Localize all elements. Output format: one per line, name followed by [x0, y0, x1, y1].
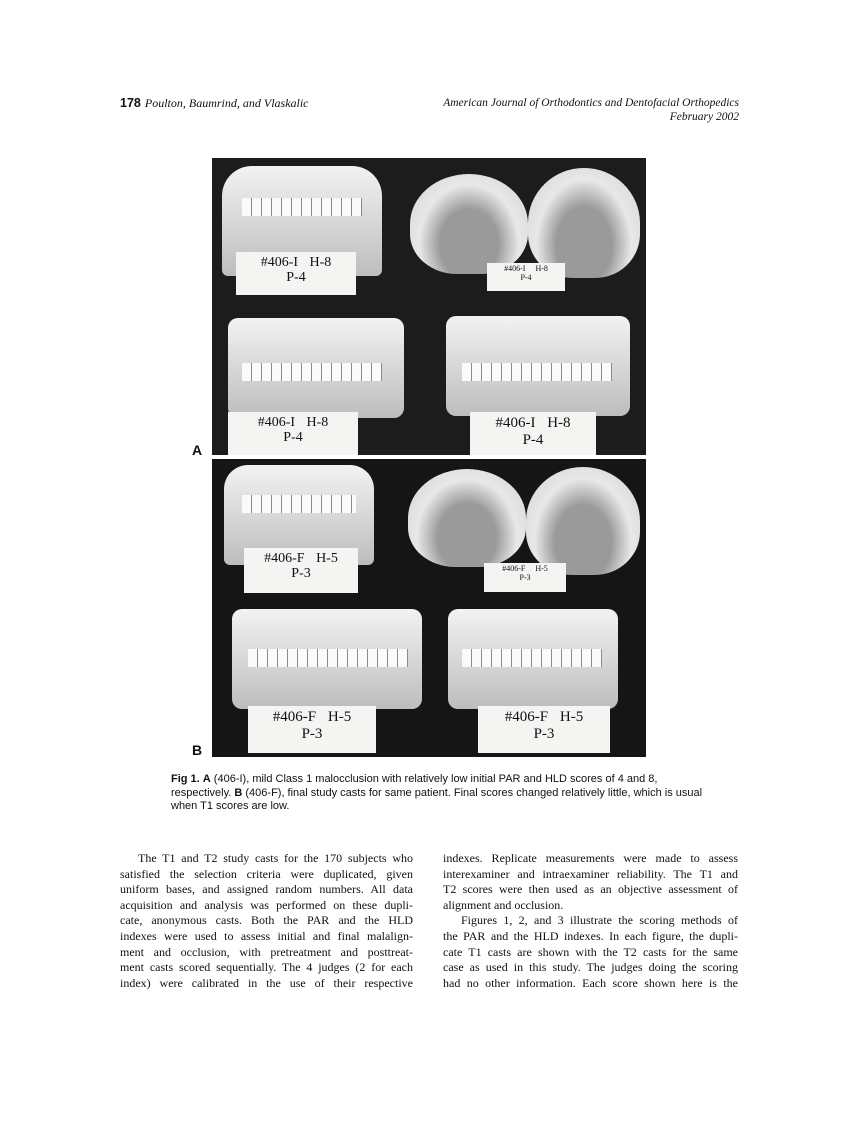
teeth: [248, 649, 408, 667]
cast-label-card: #406-F H-5 P-3: [244, 548, 358, 593]
cast-label-card: #406-I H-8 P-4: [228, 412, 358, 455]
text-line: index) were calibrated in the use of their respective: [120, 975, 413, 990]
text-line: indexes. Replicate measurements were made to assess: [443, 851, 738, 865]
text-line: had no other information. Each score shown here is the: [443, 975, 738, 990]
text-line: The T1 and T2 study casts for the 170 subjects who: [138, 851, 413, 865]
running-header-left: [120, 96, 309, 111]
panel-label-b: B: [192, 742, 203, 758]
running-header-right: [443, 96, 739, 124]
cast-label-card: #406-I H-8 P-4: [470, 412, 596, 455]
text-line: alignment and occlusion.: [443, 897, 564, 912]
upper-arch-cast: [410, 174, 528, 274]
text-line: cate, anonymous casts. Both the PAR and the HLD: [120, 913, 413, 928]
cast-label-card: #406-I H-8 P-4: [236, 252, 356, 295]
figure-panel-a-photo: [212, 158, 646, 455]
issue-date: February 2002: [669, 111, 739, 123]
authors: Poulton, Baumrind, and Vlaskalic: [144, 96, 309, 110]
lower-arch-cast: [528, 168, 640, 278]
teeth: [462, 649, 602, 667]
text-line: ment and occlusion, with pretreatment and posttreat-: [120, 944, 413, 959]
page-number: 178: [120, 96, 141, 110]
teeth: [242, 495, 356, 513]
text-line: ment casts scored sequentially. The 4 judges (2 for each: [120, 960, 413, 975]
text-line: the PAR and the HLD indexes. In each figure, the dupli-: [443, 928, 738, 943]
text-line: acquisition and analysis was performed on these dupli-: [120, 897, 413, 912]
cast-label-card: #406-F H-5 P-3: [248, 706, 376, 753]
cast-label-card: #406-F H-5 P-3: [478, 706, 610, 753]
upper-arch-cast: [408, 469, 526, 567]
cast-label-card: #406-I H-8 P-4: [487, 263, 565, 291]
text-line: indexes were used to assess initial and final malalign-: [120, 928, 413, 943]
text-line: interexaminer and intraexaminer reliability. The T1 and: [443, 866, 738, 881]
text-line: cate T1 casts are shown with the T2 casts for the same: [443, 944, 738, 959]
text-line: Figures 1, 2, and 3 illustrate the scoring methods of: [461, 913, 738, 928]
body-column-left: [120, 851, 413, 991]
text-line: uniform bases, and assigned random numbers. All data: [120, 882, 413, 897]
teeth: [242, 363, 382, 381]
panel-label-a: A: [192, 442, 203, 458]
journal-name: American Journal of Orthodontics and Dentofacial Orthopedics: [443, 97, 739, 109]
teeth: [242, 198, 362, 216]
text-line: T2 scores were then used as an objective assessment of: [443, 882, 738, 897]
cast-label-card: #406-F H-5 P-3: [484, 563, 566, 592]
figure-panel-b-photo: [212, 459, 646, 757]
lower-arch-cast: [526, 467, 640, 575]
figure-caption: Fig 1. A (406-I), mild Class 1 malocclusion with relatively low initial PAR and HLD scores of 4 and 8, respectively. B (406-F), final study casts for same patient. Final scores changed relatively little, which is usual when T1 scores are low.: [171, 773, 703, 812]
body-column-right: [443, 851, 738, 991]
teeth: [462, 363, 612, 381]
text-line: satisfied the selection criteria were duplicated, given: [120, 866, 413, 881]
text-line: case as used in this study. The judges doing the scoring: [443, 960, 738, 975]
